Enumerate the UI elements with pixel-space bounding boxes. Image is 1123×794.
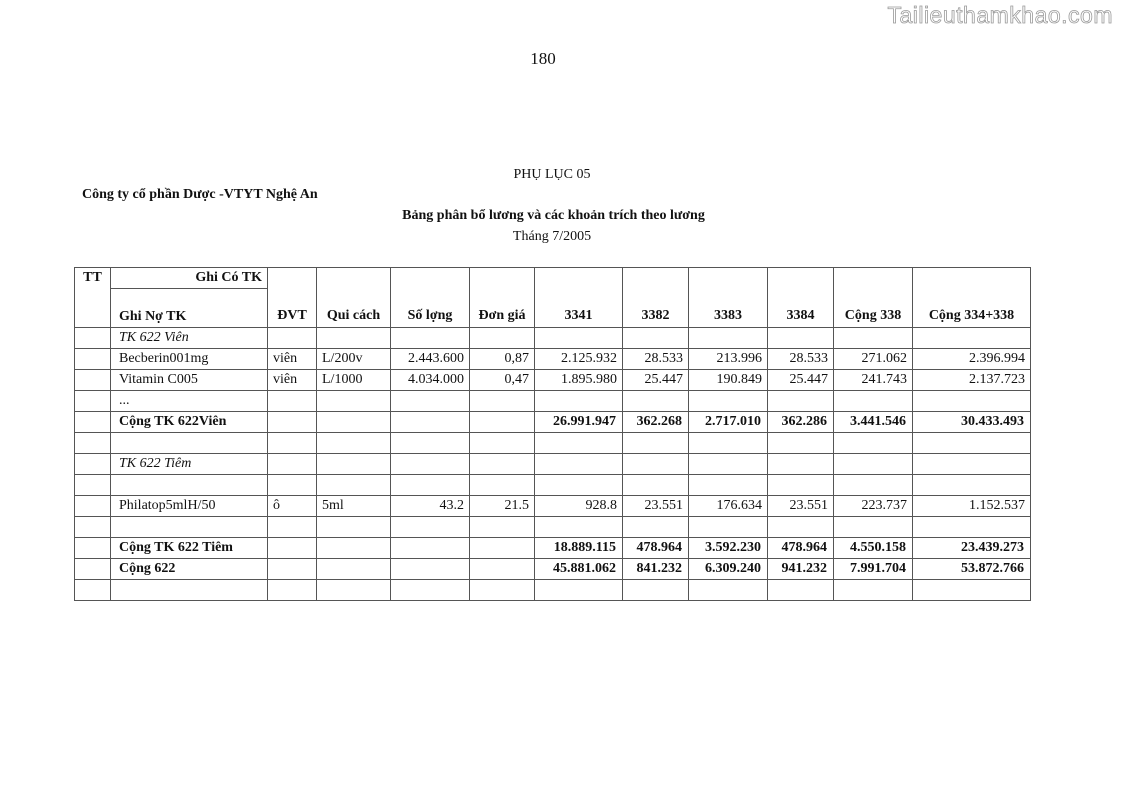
cell-quantity [391, 328, 470, 349]
cell-3383 [689, 580, 768, 601]
table-row [75, 580, 1031, 601]
cell-sum-338 [834, 580, 913, 601]
cell-3382: 23.551 [623, 496, 689, 517]
cell-unit-price [470, 328, 535, 349]
cell-unit [268, 391, 317, 412]
cell-spec: L/200v [317, 349, 391, 370]
page-number: 180 [530, 49, 556, 68]
cell-quantity: 4.034.000 [391, 370, 470, 391]
cell-unit [268, 538, 317, 559]
cell-3382 [623, 580, 689, 601]
cell-unit-price [470, 475, 535, 496]
cell-sum-338 [834, 328, 913, 349]
cell-sum-338: 241.743 [834, 370, 913, 391]
cell-3341: 26.991.947 [535, 412, 623, 433]
cell-unit-price [470, 517, 535, 538]
cell-tt [75, 349, 111, 370]
cell-spec [317, 412, 391, 433]
cell-sum-334-338 [913, 580, 1031, 601]
appendix-label: PHỤ LỤC 05 [513, 167, 591, 182]
cell-sum-338: 4.550.158 [834, 538, 913, 559]
cell-spec [317, 580, 391, 601]
cell-3383 [689, 517, 768, 538]
cell-quantity [391, 391, 470, 412]
cell-3382: 25.447 [623, 370, 689, 391]
cell-account: TK 622 Viên [111, 328, 268, 349]
cell-3384 [768, 517, 834, 538]
cell-unit-price [470, 538, 535, 559]
cell-sum-334-338 [913, 517, 1031, 538]
cell-3382 [623, 328, 689, 349]
cell-account: Cộng TK 622Viên [111, 412, 268, 433]
cell-tt [75, 454, 111, 475]
cell-sum-338 [834, 454, 913, 475]
cell-3382 [623, 475, 689, 496]
cell-unit-price [470, 559, 535, 580]
cell-quantity [391, 433, 470, 454]
cell-3341: 18.889.115 [535, 538, 623, 559]
cell-sum-338: 7.991.704 [834, 559, 913, 580]
cell-sum-334-338 [913, 454, 1031, 475]
cell-3382 [623, 391, 689, 412]
header-3382: 3382 [623, 268, 689, 328]
cell-sum-334-338: 30.433.493 [913, 412, 1031, 433]
cell-3383 [689, 328, 768, 349]
table-row [75, 328, 1031, 349]
cell-unit: ô [268, 496, 317, 517]
table-row [75, 391, 1031, 412]
header-unit: ĐVT [268, 268, 317, 328]
cell-sum-338 [834, 433, 913, 454]
cell-account [111, 475, 268, 496]
cell-sum-338: 271.062 [834, 349, 913, 370]
cell-3384 [768, 433, 834, 454]
cell-sum-338 [834, 475, 913, 496]
cell-3341 [535, 328, 623, 349]
cell-3382 [623, 517, 689, 538]
cell-spec [317, 391, 391, 412]
cell-tt [75, 559, 111, 580]
cell-unit-price [470, 391, 535, 412]
table-row [75, 559, 1031, 580]
cell-3341: 2.125.932 [535, 349, 623, 370]
cell-unit: viên [268, 349, 317, 370]
cell-spec [317, 328, 391, 349]
table-row [75, 454, 1031, 475]
cell-quantity [391, 475, 470, 496]
cell-unit-price: 21.5 [470, 496, 535, 517]
cell-unit-price [470, 412, 535, 433]
cell-3383: 213.996 [689, 349, 768, 370]
cell-quantity [391, 517, 470, 538]
cell-3382: 28.533 [623, 349, 689, 370]
header-debit-account: Ghi Nợ TK [111, 289, 268, 328]
cell-unit: viên [268, 370, 317, 391]
cell-3383 [689, 391, 768, 412]
cell-tt [75, 412, 111, 433]
table-row [75, 517, 1031, 538]
cell-sum-338: 3.441.546 [834, 412, 913, 433]
cell-tt [75, 538, 111, 559]
cell-unit [268, 328, 317, 349]
cell-account: Becberin001mg [111, 349, 268, 370]
table-row [75, 496, 1031, 517]
cell-unit [268, 517, 317, 538]
cell-account: Philatop5mlH/50 [111, 496, 268, 517]
cell-tt [75, 517, 111, 538]
cell-tt [75, 370, 111, 391]
cell-spec [317, 454, 391, 475]
header-3341: 3341 [535, 268, 623, 328]
cell-quantity: 2.443.600 [391, 349, 470, 370]
cell-tt [75, 475, 111, 496]
header-sum-334-338: Cộng 334+338 [913, 268, 1031, 328]
cell-sum-338 [834, 391, 913, 412]
cell-3383: 6.309.240 [689, 559, 768, 580]
cell-3383 [689, 433, 768, 454]
cell-3384 [768, 328, 834, 349]
document-title: Bảng phân bổ lương và các khoản trích theo lương [402, 208, 705, 223]
cell-3341 [535, 517, 623, 538]
cell-sum-334-338 [913, 391, 1031, 412]
allocation-table [74, 267, 1031, 601]
header-spec: Qui cách [317, 268, 391, 328]
cell-3384 [768, 475, 834, 496]
table-row [75, 412, 1031, 433]
cell-account [111, 433, 268, 454]
cell-3384 [768, 391, 834, 412]
cell-quantity [391, 559, 470, 580]
cell-3382 [623, 454, 689, 475]
cell-sum-334-338: 53.872.766 [913, 559, 1031, 580]
cell-quantity: 43.2 [391, 496, 470, 517]
cell-account [111, 517, 268, 538]
cell-account [111, 580, 268, 601]
watermark: Tailieuthamkhao.com [887, 2, 1113, 28]
cell-3384: 25.447 [768, 370, 834, 391]
cell-quantity [391, 580, 470, 601]
cell-sum-334-338 [913, 433, 1031, 454]
cell-unit [268, 454, 317, 475]
cell-3383: 3.592.230 [689, 538, 768, 559]
cell-unit-price [470, 580, 535, 601]
cell-sum-338 [834, 517, 913, 538]
cell-3382: 841.232 [623, 559, 689, 580]
cell-3384: 28.533 [768, 349, 834, 370]
cell-sum-334-338: 2.396.994 [913, 349, 1031, 370]
cell-3383: 176.634 [689, 496, 768, 517]
cell-spec [317, 475, 391, 496]
cell-spec [317, 538, 391, 559]
cell-unit-price [470, 454, 535, 475]
cell-unit [268, 475, 317, 496]
cell-sum-338: 223.737 [834, 496, 913, 517]
table-row [75, 475, 1031, 496]
cell-unit [268, 559, 317, 580]
cell-3341 [535, 391, 623, 412]
header-sum-338: Cộng 338 [834, 268, 913, 328]
cell-unit [268, 412, 317, 433]
cell-sum-334-338: 1.152.537 [913, 496, 1031, 517]
document-period: Tháng 7/2005 [512, 229, 592, 244]
cell-spec: 5ml [317, 496, 391, 517]
cell-unit [268, 580, 317, 601]
cell-3341: 928.8 [535, 496, 623, 517]
header-unit-price: Đơn giá [470, 268, 535, 328]
cell-3341: 45.881.062 [535, 559, 623, 580]
cell-account: Cộng 622 [111, 559, 268, 580]
header-tt: TT [75, 268, 111, 328]
cell-spec [317, 433, 391, 454]
header-quantity: Số lợng [391, 268, 470, 328]
cell-account: Cộng TK 622 Tiêm [111, 538, 268, 559]
cell-3341 [535, 433, 623, 454]
cell-3382: 362.268 [623, 412, 689, 433]
cell-3382: 478.964 [623, 538, 689, 559]
cell-3382 [623, 433, 689, 454]
cell-3383: 190.849 [689, 370, 768, 391]
header-credit-account: Ghi Có TK [111, 268, 268, 289]
header-3383: 3383 [689, 268, 768, 328]
cell-spec [317, 517, 391, 538]
cell-quantity [391, 412, 470, 433]
table-row [75, 538, 1031, 559]
cell-sum-334-338 [913, 328, 1031, 349]
cell-unit-price: 0,47 [470, 370, 535, 391]
cell-unit-price [470, 433, 535, 454]
cell-3383 [689, 454, 768, 475]
cell-quantity [391, 538, 470, 559]
cell-3384: 941.232 [768, 559, 834, 580]
cell-tt [75, 580, 111, 601]
cell-spec [317, 559, 391, 580]
table-row [75, 349, 1031, 370]
cell-tt [75, 496, 111, 517]
table-row [75, 370, 1031, 391]
cell-quantity [391, 454, 470, 475]
company-name: Công ty cổ phần Dược -VTYT Nghệ An [82, 187, 318, 202]
cell-unit [268, 433, 317, 454]
cell-account: ... [111, 391, 268, 412]
cell-sum-334-338: 23.439.273 [913, 538, 1031, 559]
cell-sum-334-338: 2.137.723 [913, 370, 1031, 391]
table-row [75, 433, 1031, 454]
cell-account: Vitamin C005 [111, 370, 268, 391]
cell-3341 [535, 580, 623, 601]
cell-tt [75, 433, 111, 454]
header-3384: 3384 [768, 268, 834, 328]
cell-3383: 2.717.010 [689, 412, 768, 433]
cell-3341 [535, 454, 623, 475]
cell-account: TK 622 Tiêm [111, 454, 268, 475]
cell-3383 [689, 475, 768, 496]
cell-3384 [768, 580, 834, 601]
cell-tt [75, 328, 111, 349]
cell-3384: 362.286 [768, 412, 834, 433]
cell-3384 [768, 454, 834, 475]
cell-tt [75, 391, 111, 412]
cell-sum-334-338 [913, 475, 1031, 496]
cell-spec: L/1000 [317, 370, 391, 391]
cell-unit-price: 0,87 [470, 349, 535, 370]
cell-3341: 1.895.980 [535, 370, 623, 391]
cell-3384: 478.964 [768, 538, 834, 559]
cell-3341 [535, 475, 623, 496]
cell-3384: 23.551 [768, 496, 834, 517]
